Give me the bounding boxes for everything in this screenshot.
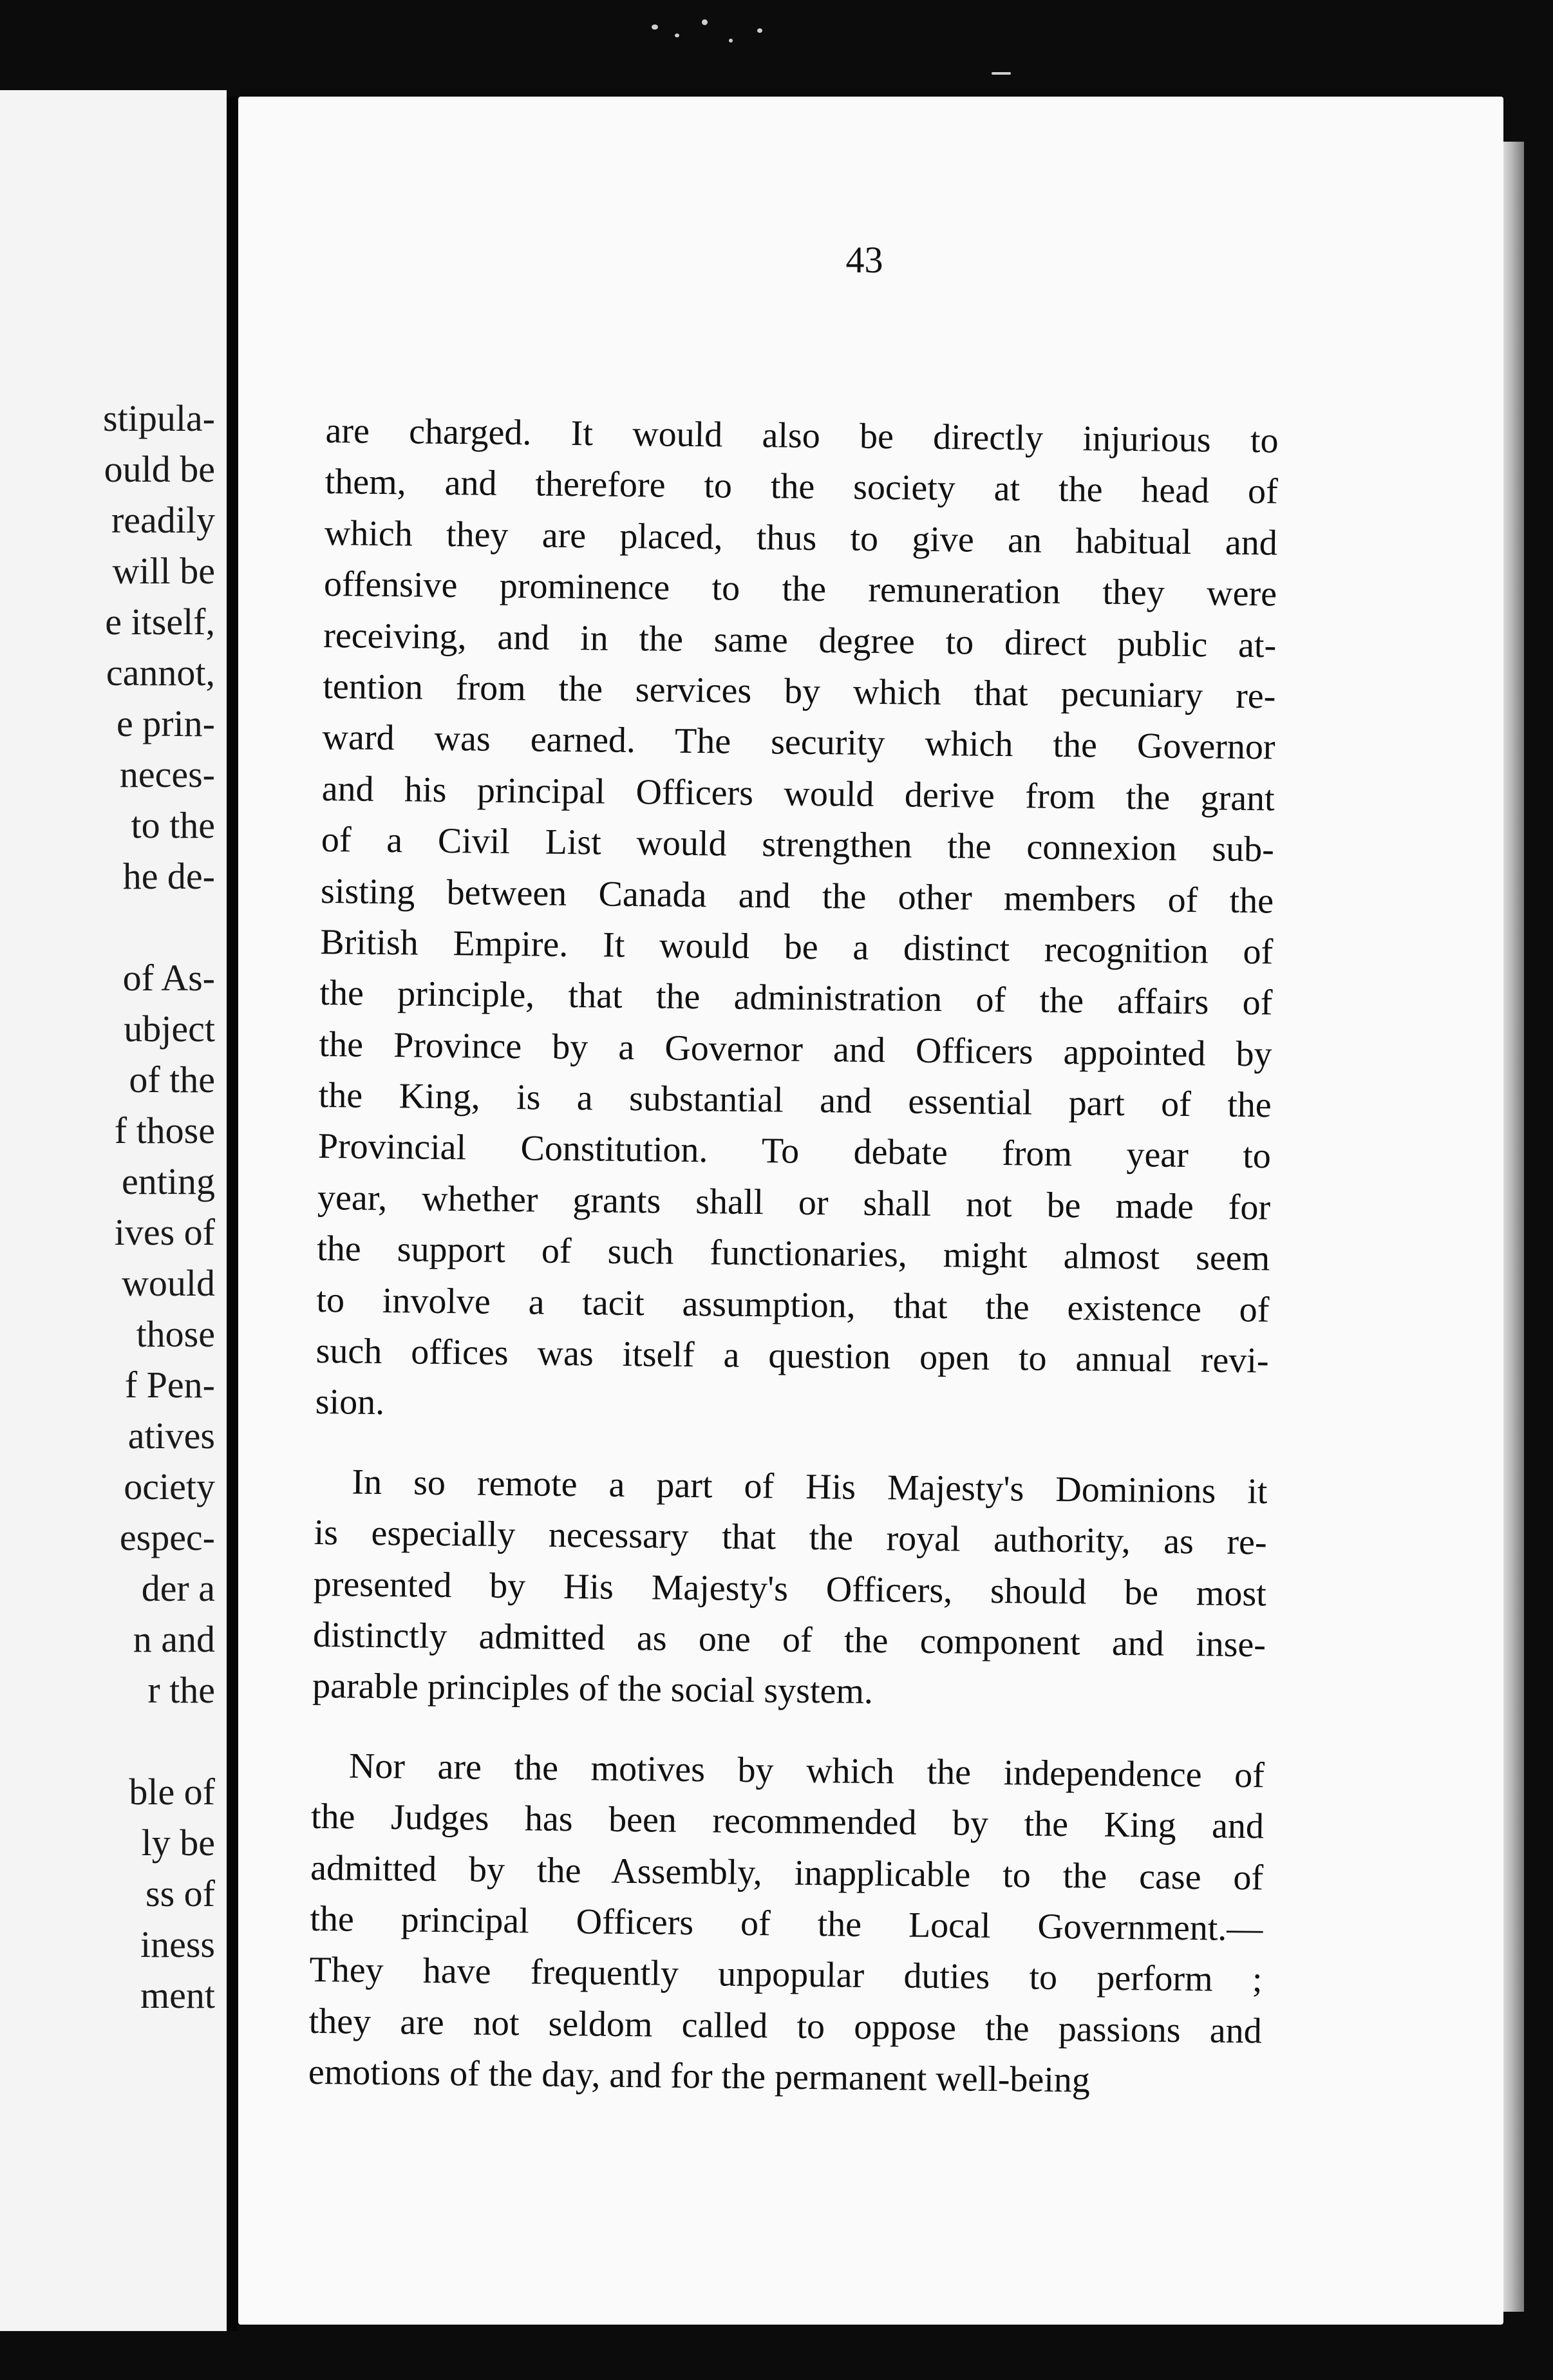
- left-page-line: iness: [140, 1923, 215, 1965]
- text-line: them, and therefore to the society at the head of: [325, 462, 1279, 512]
- text-line: are charged. It would also be directly injurious to: [325, 410, 1279, 461]
- left-facing-page: [0, 90, 227, 2331]
- left-page-line: e prin-: [117, 703, 215, 744]
- text-line: sion.: [315, 1382, 385, 1423]
- text-line: such offices was itself a question open to annual revi-: [315, 1330, 1269, 1381]
- left-page-line: he de-: [122, 855, 215, 897]
- left-page-text: [0, 393, 227, 2021]
- text-line: ward was earned. The security which the Governor: [322, 717, 1275, 768]
- left-page-line: r the: [147, 1669, 215, 1711]
- text-line: they are not seldom called to oppose the passions and: [308, 2001, 1262, 2052]
- left-page-line: e itself,: [105, 601, 215, 643]
- left-page-line: ss of: [146, 1873, 215, 1914]
- left-page-line: ubject: [124, 1008, 215, 1050]
- text-line: They have frequently unpopular duties to perform ;: [309, 1950, 1263, 2000]
- left-page-line: ives of: [114, 1211, 215, 1253]
- text-line: Provincial Constitution. To debate from year to: [317, 1126, 1272, 1176]
- left-page-line: ould be: [104, 448, 215, 490]
- left-page-line: of As-: [122, 957, 215, 999]
- left-page-line: would: [122, 1262, 215, 1304]
- left-page-line: ociety: [124, 1466, 215, 1507]
- text-line: year, whether grants shall or shall not be made for: [317, 1177, 1271, 1228]
- left-page-line: [0, 1715, 227, 1766]
- text-line: the support of such functionaries, might almost seem: [316, 1229, 1270, 1279]
- left-page-line: f those: [114, 1110, 215, 1151]
- dust-speck: [675, 33, 679, 37]
- page-number: 43: [845, 239, 883, 281]
- text-line: of a Civil List would strengthen the connexion sub-: [321, 820, 1275, 870]
- book-gutter: [227, 97, 238, 2331]
- left-page-line: of the: [129, 1059, 215, 1100]
- text-line: and his principal Officers would derive from the grant: [321, 768, 1275, 819]
- text-line: parable principles of the social system.: [312, 1666, 874, 1712]
- text-line: distinctly admitted as one of the component and inse-: [312, 1614, 1266, 1665]
- text-line: presented by His Majesty's Officers, should be most: [313, 1563, 1267, 1614]
- left-page-line: to the: [131, 804, 215, 846]
- dust-speck: [652, 24, 658, 30]
- left-page-line: cannot,: [106, 652, 215, 694]
- text-line: receiving, and in the same degree to direct public at-: [323, 615, 1277, 666]
- text-line: is especially necessary that the royal authority, as re-: [314, 1513, 1267, 1563]
- text-line: admitted by the Assembly, inapplicable to the case of: [310, 1847, 1264, 1898]
- left-page-line: n and: [133, 1618, 215, 1660]
- left-page-line: ble of: [129, 1771, 215, 1813]
- text-line: tention from the services by which that pecuniary re-: [323, 666, 1276, 717]
- left-page-line: ly be: [141, 1822, 215, 1864]
- left-page-line: atives: [127, 1415, 215, 1457]
- dust-speck: [992, 72, 1011, 75]
- left-page-line: f Pen-: [124, 1364, 215, 1406]
- dust-speck: [702, 19, 708, 25]
- text-line: which they are placed, thus to give an habitual and: [324, 513, 1278, 563]
- left-page-line: those: [136, 1313, 215, 1355]
- dust-speck: [729, 39, 733, 42]
- left-page-line: neces-: [119, 753, 215, 795]
- page-edge: [1503, 142, 1524, 2312]
- left-page-line: will be: [112, 550, 215, 592]
- text-line: British Empire. It would be a distinct recognition of: [319, 921, 1274, 972]
- text-line: Nor are the motives by which the independence of: [348, 1746, 1265, 1796]
- text-line: the principle, that the administration of the affairs of: [319, 973, 1273, 1023]
- body-text: [308, 406, 1278, 2108]
- left-page-line: [0, 902, 227, 952]
- text-line: the Province by a Governor and Officers appointed by: [319, 1024, 1272, 1075]
- left-page-line: stipula-: [103, 397, 215, 439]
- text-line: to involve a tacit assumption, that the existence of: [316, 1280, 1270, 1330]
- text-line: the principal Officers of the Local Government.—: [310, 1898, 1263, 1949]
- dust-speck: [757, 28, 762, 33]
- text-line: offensive prominence to the remuneration they were: [323, 564, 1277, 614]
- left-page-line: der a: [141, 1567, 215, 1609]
- left-page-line: espec-: [119, 1516, 215, 1558]
- text-line: the Judges has been recommended by the King and: [310, 1797, 1265, 1847]
- text-line: emotions of the day, and for the permanent well-being: [308, 2052, 1091, 2101]
- left-page-line: ment: [140, 1974, 215, 2016]
- text-line: sisting between Canada and the other members of the: [320, 871, 1274, 921]
- text-line: the King, is a substantial and essential part of the: [318, 1075, 1272, 1126]
- left-page-line: enting: [122, 1160, 215, 1202]
- text-line: In so remote a part of His Majesty's Dominions it: [352, 1462, 1268, 1512]
- left-page-line: readily: [111, 499, 215, 541]
